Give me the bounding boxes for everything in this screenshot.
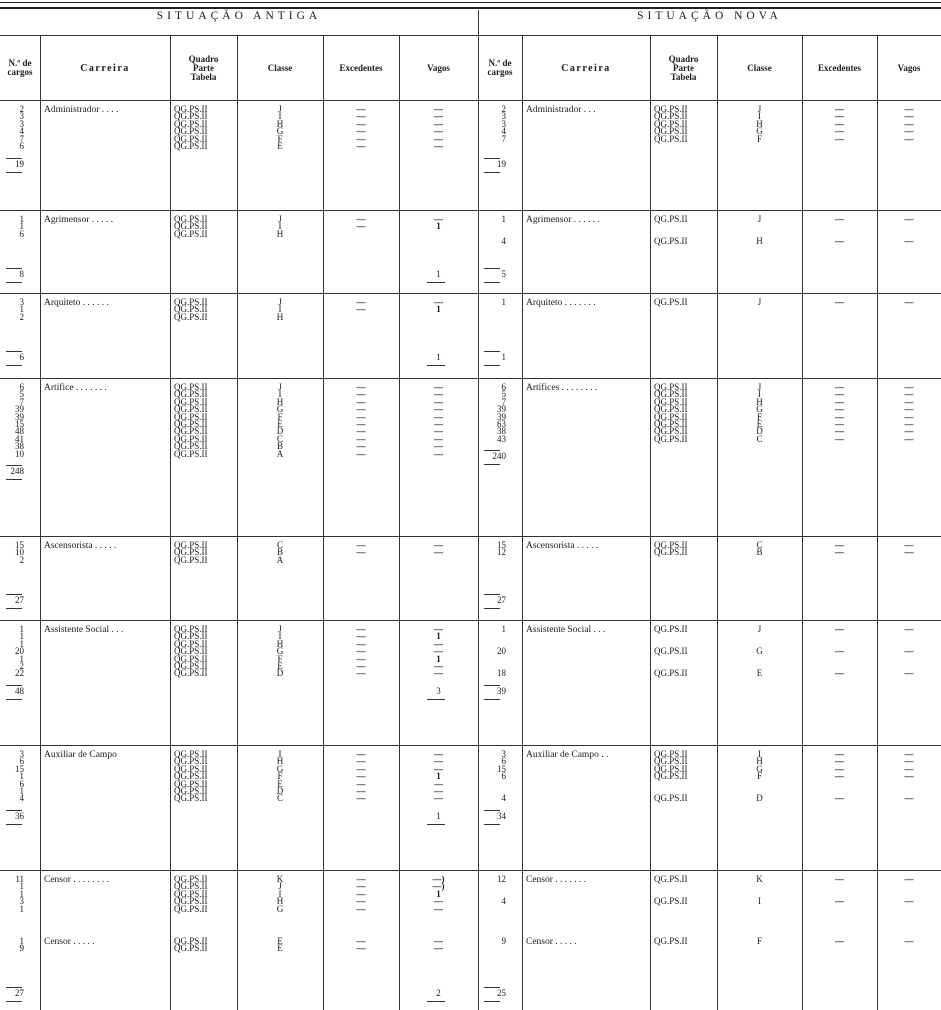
quadro-cell: QG.PS.II QG.PS.II QG.PS.II QG.PS.II QG.PS.II QG.PS.II QG.PS.II QG.PS.II bbox=[654, 382, 688, 444]
career-name: Ascensorista . . . . . bbox=[44, 541, 117, 551]
career-name: Administrador . . . bbox=[526, 105, 596, 115]
column-divider bbox=[522, 36, 523, 1010]
column-divider bbox=[323, 36, 324, 1010]
quadro-cell: QG.PS.II bbox=[654, 936, 688, 946]
quadro-cell: QG.PS.II QG.PS.II QG.PS.II QG.PS.II QG.PS.II bbox=[654, 104, 688, 144]
cargo-total: 19 bbox=[15, 159, 24, 169]
classe-cell: I H G F D bbox=[756, 749, 763, 804]
section-title-new: SITUAÇÃO NOVA bbox=[637, 10, 782, 22]
header-right-5: Vagos bbox=[897, 62, 921, 73]
excedentes-cell: — — — bbox=[835, 624, 844, 679]
subtotal-rule bbox=[484, 824, 500, 825]
career-name: Auxiliar de Campo bbox=[44, 750, 117, 760]
column-divider bbox=[802, 36, 803, 1010]
classe-cell: C B A bbox=[276, 540, 284, 565]
vagos-total: 1 bbox=[436, 810, 441, 821]
subtotal-rule bbox=[484, 172, 500, 173]
classe-cell: E E bbox=[277, 936, 283, 954]
header-right-4: Excedentes bbox=[818, 62, 861, 73]
cargo-total: 36 bbox=[15, 810, 24, 821]
excedentes-cell: — — — — — — — bbox=[356, 624, 366, 679]
excedentes-cell: — — bbox=[835, 540, 844, 558]
quadro-cell: QG.PS.II QG.PS.II QG.PS.II QG.PS.II QG.PS.II QG.PS.II bbox=[174, 104, 208, 152]
career-name: Artífices . . . . . . . . bbox=[526, 383, 598, 393]
quadro-cell: QG.PS.II QG.PS.II bbox=[654, 540, 688, 558]
cargo-count-cell: 1 1 6 bbox=[19, 214, 24, 239]
group-rule bbox=[0, 620, 941, 621]
quadro-cell: QG.PS.II QG.PS.II bbox=[654, 214, 688, 247]
excedentes-cell: — — — — — bbox=[835, 749, 844, 804]
vagos-cell: — — — — — bbox=[904, 104, 914, 144]
vagos-cell: — 1 bbox=[434, 297, 443, 315]
quadro-cell: QG.PS.II QG.PS.II QG.PS.II QG.PS.II QG.PS.II bbox=[654, 749, 688, 804]
header-right-3: Classe bbox=[747, 62, 772, 73]
quadro-cell: QG.PS.II QG.PS.II QG.PS.II QG.PS.II QG.PS.II QG.PS.II QG.PS.II QG.PS.II QG.PS.II QG.PS.II bbox=[174, 382, 208, 459]
cargo-total: 1 bbox=[501, 352, 506, 362]
column-divider bbox=[650, 36, 651, 1010]
quadro-cell: QG.PS.II QG.PS.II bbox=[654, 874, 688, 907]
cargo-count-cell: 2 3 3 4 7 6 bbox=[19, 104, 24, 152]
excedentes-cell: — bbox=[835, 936, 844, 946]
excedentes-cell: — bbox=[835, 297, 844, 307]
cargo-total: 248 bbox=[10, 466, 24, 476]
classe-cell: I H G F E D C bbox=[276, 749, 284, 804]
subtotal-rule bbox=[484, 282, 500, 283]
subtotal-rule bbox=[6, 699, 22, 700]
career-name: Auxiliar de Campo . . bbox=[526, 750, 609, 760]
career-name: Assistente Social . . . bbox=[44, 625, 124, 635]
cargo-total: 39 bbox=[497, 685, 506, 696]
vagos-cell: — bbox=[904, 936, 914, 946]
excedentes-cell: — — bbox=[356, 540, 366, 558]
cargo-count-cell: 3 6 15 1 6 1 4 bbox=[15, 749, 24, 804]
career-name: Censor . . . . . . . bbox=[526, 875, 587, 885]
quadro-cell: QG.PS.II QG.PS.II QG.PS.II bbox=[174, 214, 208, 239]
vagos-cell: — 1 — — 1 — — bbox=[434, 624, 443, 679]
classe-cell: K I bbox=[756, 874, 763, 907]
subtotal-rule bbox=[484, 1001, 500, 1002]
column-divider bbox=[40, 36, 41, 1010]
career-name: Censor . . . . . bbox=[526, 937, 577, 947]
classe-cell: J I H G F E bbox=[276, 104, 284, 152]
classe-cell: J H bbox=[756, 214, 763, 247]
group-rule bbox=[0, 210, 941, 211]
quadro-cell: QG.PS.II QG.PS.II QG.PS.II bbox=[174, 297, 208, 322]
cargo-total: 27 bbox=[15, 988, 24, 998]
vagos-cell: — bbox=[904, 297, 914, 307]
career-name: Censor . . . . . . . . bbox=[44, 875, 109, 885]
cargo-total: 240 bbox=[492, 451, 506, 462]
group-rule bbox=[0, 745, 941, 746]
header-left-5: Vagos bbox=[427, 62, 450, 73]
subtotal-rule bbox=[6, 824, 22, 825]
vagos-total: 3 bbox=[436, 685, 441, 696]
cargo-total: 8 bbox=[19, 269, 24, 279]
subtotal-rule bbox=[427, 365, 445, 366]
vagos-cell: — — — — — bbox=[904, 749, 914, 804]
cargo-total: 34 bbox=[497, 810, 506, 821]
cargo-count-cell: 9 bbox=[501, 936, 506, 946]
header-right-0: N.º de cargos bbox=[487, 58, 513, 77]
subtotal-rule bbox=[6, 608, 22, 609]
career-name: Artífice . . . . . . . bbox=[44, 383, 107, 393]
quadro-cell: QG.PS.II QG.PS.II QG.PS.II QG.PS.II QG.PS.II bbox=[174, 874, 208, 914]
subtotal-rule bbox=[484, 699, 500, 700]
cargo-total: 27 bbox=[15, 595, 24, 605]
vagos-cell: — — — bbox=[904, 624, 914, 679]
column-divider bbox=[717, 36, 718, 1010]
quadro-cell: QG.PS.II QG.PS.II QG.PS.II QG.PS.II QG.PS.II QG.PS.II QG.PS.II bbox=[174, 624, 208, 679]
vagos-cell: — — — 1 — — — bbox=[434, 749, 443, 804]
cargo-count-cell: 15 10 2 bbox=[15, 540, 24, 565]
cargo-count-cell: 12 4 bbox=[497, 874, 506, 907]
header-left-3: Classe bbox=[267, 62, 293, 73]
vagos-cell: — — bbox=[434, 540, 443, 558]
subtotal-rule bbox=[427, 1001, 445, 1002]
excedentes-cell: — — bbox=[356, 214, 366, 232]
excedentes-cell: — — — — — — — — — — bbox=[356, 382, 366, 459]
header-right-1: Carreira bbox=[561, 62, 611, 74]
vagos-cell: —) —) 1 — — bbox=[432, 874, 445, 914]
classe-cell: J G E bbox=[756, 624, 763, 679]
subtotal-rule bbox=[6, 365, 22, 366]
cargo-count-cell: 6 5 7 39 39 15 48 41 38 10 bbox=[15, 382, 24, 459]
quadro-cell: QG.PS.II QG.PS.II QG.PS.II bbox=[174, 540, 208, 565]
classe-cell: J I H G F bbox=[756, 104, 763, 144]
cargo-count-cell: 15 12 bbox=[497, 540, 506, 558]
subtotal-rule bbox=[484, 365, 500, 366]
subtotal-rule bbox=[6, 479, 22, 480]
career-name: Agrimensor . . . . . . bbox=[526, 215, 600, 225]
column-divider bbox=[170, 36, 171, 1010]
cargo-count-cell: 3 1 2 bbox=[19, 297, 24, 322]
vagos-total: 1 bbox=[436, 352, 441, 362]
classe-cell: J I H G F E D C B A bbox=[276, 382, 284, 459]
vagos-cell: — — — — — — — — bbox=[904, 382, 914, 444]
subtotal-rule bbox=[6, 172, 22, 173]
header-left-4: Excedentes bbox=[339, 62, 383, 73]
column-divider bbox=[237, 36, 238, 1010]
subtotal-rule bbox=[484, 608, 500, 609]
cargo-total: 6 bbox=[19, 352, 24, 362]
group-rule bbox=[0, 378, 941, 379]
cargo-count-cell: 1 9 bbox=[19, 936, 24, 954]
career-name: Arquiteto . . . . . . . bbox=[526, 298, 596, 308]
classe-cell: J bbox=[757, 297, 762, 307]
cargo-total: 25 bbox=[497, 988, 506, 998]
excedentes-cell: — — bbox=[356, 936, 366, 954]
subtotal-rule bbox=[6, 1001, 22, 1002]
classe-cell: J I H bbox=[276, 297, 284, 322]
excedentes-cell: — — bbox=[356, 297, 366, 315]
cargo-total: 27 bbox=[497, 595, 506, 605]
career-name: Agrimensor . . . . . bbox=[44, 215, 114, 225]
vagos-cell: — — bbox=[904, 874, 914, 907]
quadro-cell: QG.PS.II QG.PS.II bbox=[174, 936, 208, 954]
group-rule bbox=[0, 870, 941, 871]
subtotal-rule bbox=[427, 282, 445, 283]
vagos-cell: — — bbox=[904, 540, 914, 558]
subtotal-rule bbox=[484, 464, 500, 465]
excedentes-cell: — — — — — bbox=[356, 874, 366, 914]
vagos-cell: — — — — — — — — — — bbox=[434, 382, 443, 459]
career-name: Ascensorista . . . . . bbox=[526, 541, 599, 551]
header-left-1: Carreira bbox=[80, 62, 130, 74]
classe-cell: K J I H G bbox=[276, 874, 284, 914]
excedentes-cell: — — bbox=[835, 214, 844, 247]
quadro-cell: QG.PS.II QG.PS.II QG.PS.II bbox=[654, 624, 688, 679]
cargo-count-cell: 2 3 3 4 7 bbox=[501, 104, 506, 144]
section-divider bbox=[478, 10, 479, 1010]
career-name: Arquiteto . . . . . . bbox=[44, 298, 109, 308]
cargo-count-cell: 3 6 15 6 4 bbox=[497, 749, 506, 804]
cargo-count-cell: 6 5 7 39 39 63 38 43 bbox=[497, 382, 506, 444]
classe-cell: C B bbox=[756, 540, 763, 558]
group-rule bbox=[0, 536, 941, 537]
section-title-old: SITUAÇÃO ANTIGA bbox=[156, 10, 322, 22]
cargo-total: 5 bbox=[501, 269, 506, 279]
quadro-cell: QG.PS.II bbox=[654, 297, 688, 307]
header-right-2: Quadro Parte Tabela bbox=[668, 53, 699, 82]
group-rule bbox=[0, 293, 941, 294]
column-divider bbox=[399, 36, 400, 1010]
classe-cell: J I H G F E D bbox=[276, 624, 284, 679]
vagos-total: 2 bbox=[436, 988, 441, 998]
career-name: Censor . . . . . bbox=[44, 937, 95, 947]
vagos-total: 1 bbox=[436, 269, 441, 279]
career-name: Assistente Social . . . bbox=[526, 625, 606, 635]
cargo-count-cell: 1 4 bbox=[501, 214, 506, 247]
cargo-count-cell: 1 1 1 20 1 2 22 bbox=[15, 624, 24, 679]
excedentes-cell: — — — — — — — — bbox=[835, 382, 844, 444]
subtotal-rule bbox=[427, 699, 445, 700]
header-bottom-rule bbox=[0, 100, 941, 101]
subtotal-rule bbox=[484, 268, 500, 269]
classe-cell: J I H G F E D C bbox=[756, 382, 763, 444]
subtotal-rule bbox=[427, 824, 445, 825]
subtotal-rule bbox=[484, 351, 500, 352]
classe-cell: F bbox=[756, 936, 762, 946]
cargo-count-cell: 11 1 1 3 1 bbox=[15, 874, 24, 914]
excedentes-cell: — — — — — — — bbox=[356, 749, 366, 804]
excedentes-cell: — — — — — — bbox=[356, 104, 366, 152]
quadro-cell: QG.PS.II QG.PS.II QG.PS.II QG.PS.II QG.PS.II QG.PS.II QG.PS.II bbox=[174, 749, 208, 804]
career-name: Administrador . . . . bbox=[44, 105, 119, 115]
excedentes-cell: — — — — — bbox=[835, 104, 844, 144]
subtotal-rule bbox=[6, 282, 22, 283]
vagos-cell: — 1 bbox=[434, 214, 443, 232]
vagos-cell: — — — — — — bbox=[434, 104, 443, 152]
header-left-0: N.º de cargos bbox=[7, 58, 33, 77]
vagos-cell: — — bbox=[434, 936, 443, 954]
cargo-count-cell: 1 20 18 bbox=[497, 624, 506, 679]
cargo-total: 19 bbox=[497, 159, 506, 169]
cargo-total: 48 bbox=[15, 685, 24, 696]
vagos-cell: — — bbox=[904, 214, 914, 247]
column-divider bbox=[877, 36, 878, 1010]
cargo-count-cell: 1 bbox=[501, 297, 506, 307]
excedentes-cell: — — bbox=[835, 874, 844, 907]
header-left-2: Quadro Parte Tabela bbox=[188, 53, 219, 82]
classe-cell: J I H bbox=[276, 214, 284, 239]
